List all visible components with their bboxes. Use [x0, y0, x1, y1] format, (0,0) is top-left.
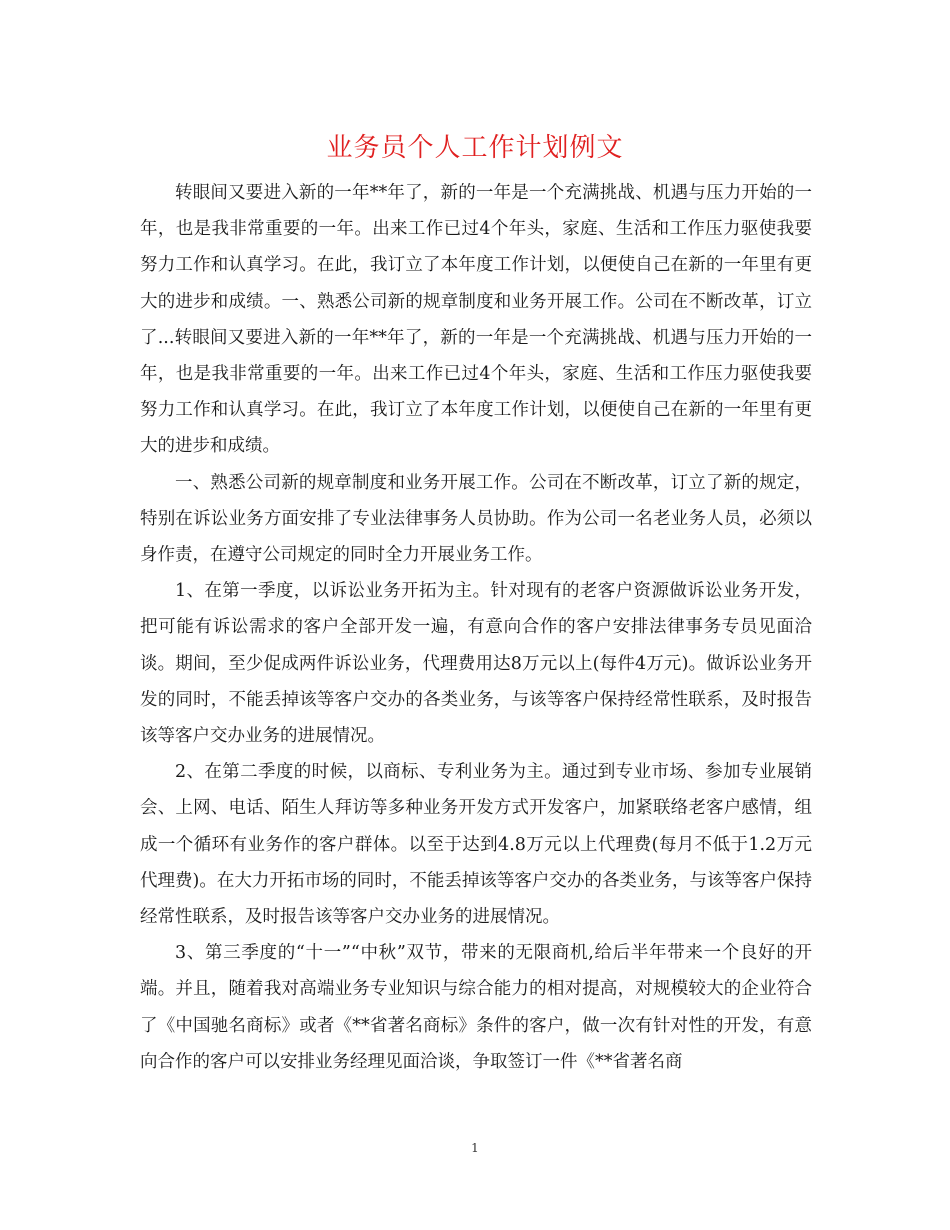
document-body [140, 175, 812, 1080]
paragraph: 一、熟悉公司新的规章制度和业务开展工作。公司在不断改革，订立了新的规定，特别在诉讼业务方面安排了专业法律事务人员协助。作为公司一名老业务人员，必须以身作责，在遵守公司规定的同时全力开展业务工作。 [140, 472, 812, 566]
paragraph: 1、在第一季度，以诉讼业务开拓为主。针对现有的老客户资源做诉讼业务开发，把可能有诉讼需求的客户全部开发一遍，有意向合作的客户安排法律事务专员见面洽谈。期间，至少促成两件诉讼业务，代理费用达8万元以上(每件4万元)。做诉讼业务开发的同时，不能丢掉该等客户交办的各类业务，与该等客户保持经常性联系，及时报告该等客户交办业务的进展情况。 [140, 581, 812, 747]
document-title: 业务员个人工作计划例文 [326, 133, 624, 163]
paragraph: 2、在第二季度的时候，以商标、专利业务为主。通过到专业市场、参加专业展销会、上网、电话、陌生人拜访等多种业务开发方式开发客户，加紧联络老客户感情，组成一个循环有业务作的客户群体。以至于达到4.8万元以上代理费(每月不低于1.2万元代理费)。在大力开拓市场的同时，不能丢掉该等客户交办的各类业务，与该等客户保持经常性联系，及时报告该等客户交办业务的进展情况。 [140, 762, 812, 928]
paragraph: 3、第三季度的“十一”“中秋”双节，带来的无限商机,给后半年带来一个良好的开端。并且，随着我对高端业务专业知识与综合能力的相对提高，对规模较大的企业符合了《中国驰名商标》或者《**省著名商标》条件的客户，做一次有针对性的开发，有意向合作的客户可以安排业务经理见面洽谈，争取签订一件《**省著名商 [140, 943, 812, 1072]
page-number: 1 [471, 1141, 479, 1155]
paragraph: 转眼间又要进入新的一年**年了，新的一年是一个充满挑战、机遇与压力开始的一年，也是我非常重要的一年。出来工作已过4个年头，家庭、生活和工作压力驱使我要努力工作和认真学习。在此，我订立了本年度工作计划，以便使自己在新的一年里有更大的进步和成绩。一、熟悉公司新的规章制度和业务开展工作。公司在不断改革，订立了...转眼间又要进入新的一年**年了，新的一年是一个充满挑战、机遇与压力开始的一年，也是我非常重要的一年。出来工作已过4个年头，家庭、生活和工作压力驱使我要努力工作和认真学习。在此，我订立了本年度工作计划，以便使自己在新的一年里有更大的进步和成绩。 [140, 183, 812, 457]
